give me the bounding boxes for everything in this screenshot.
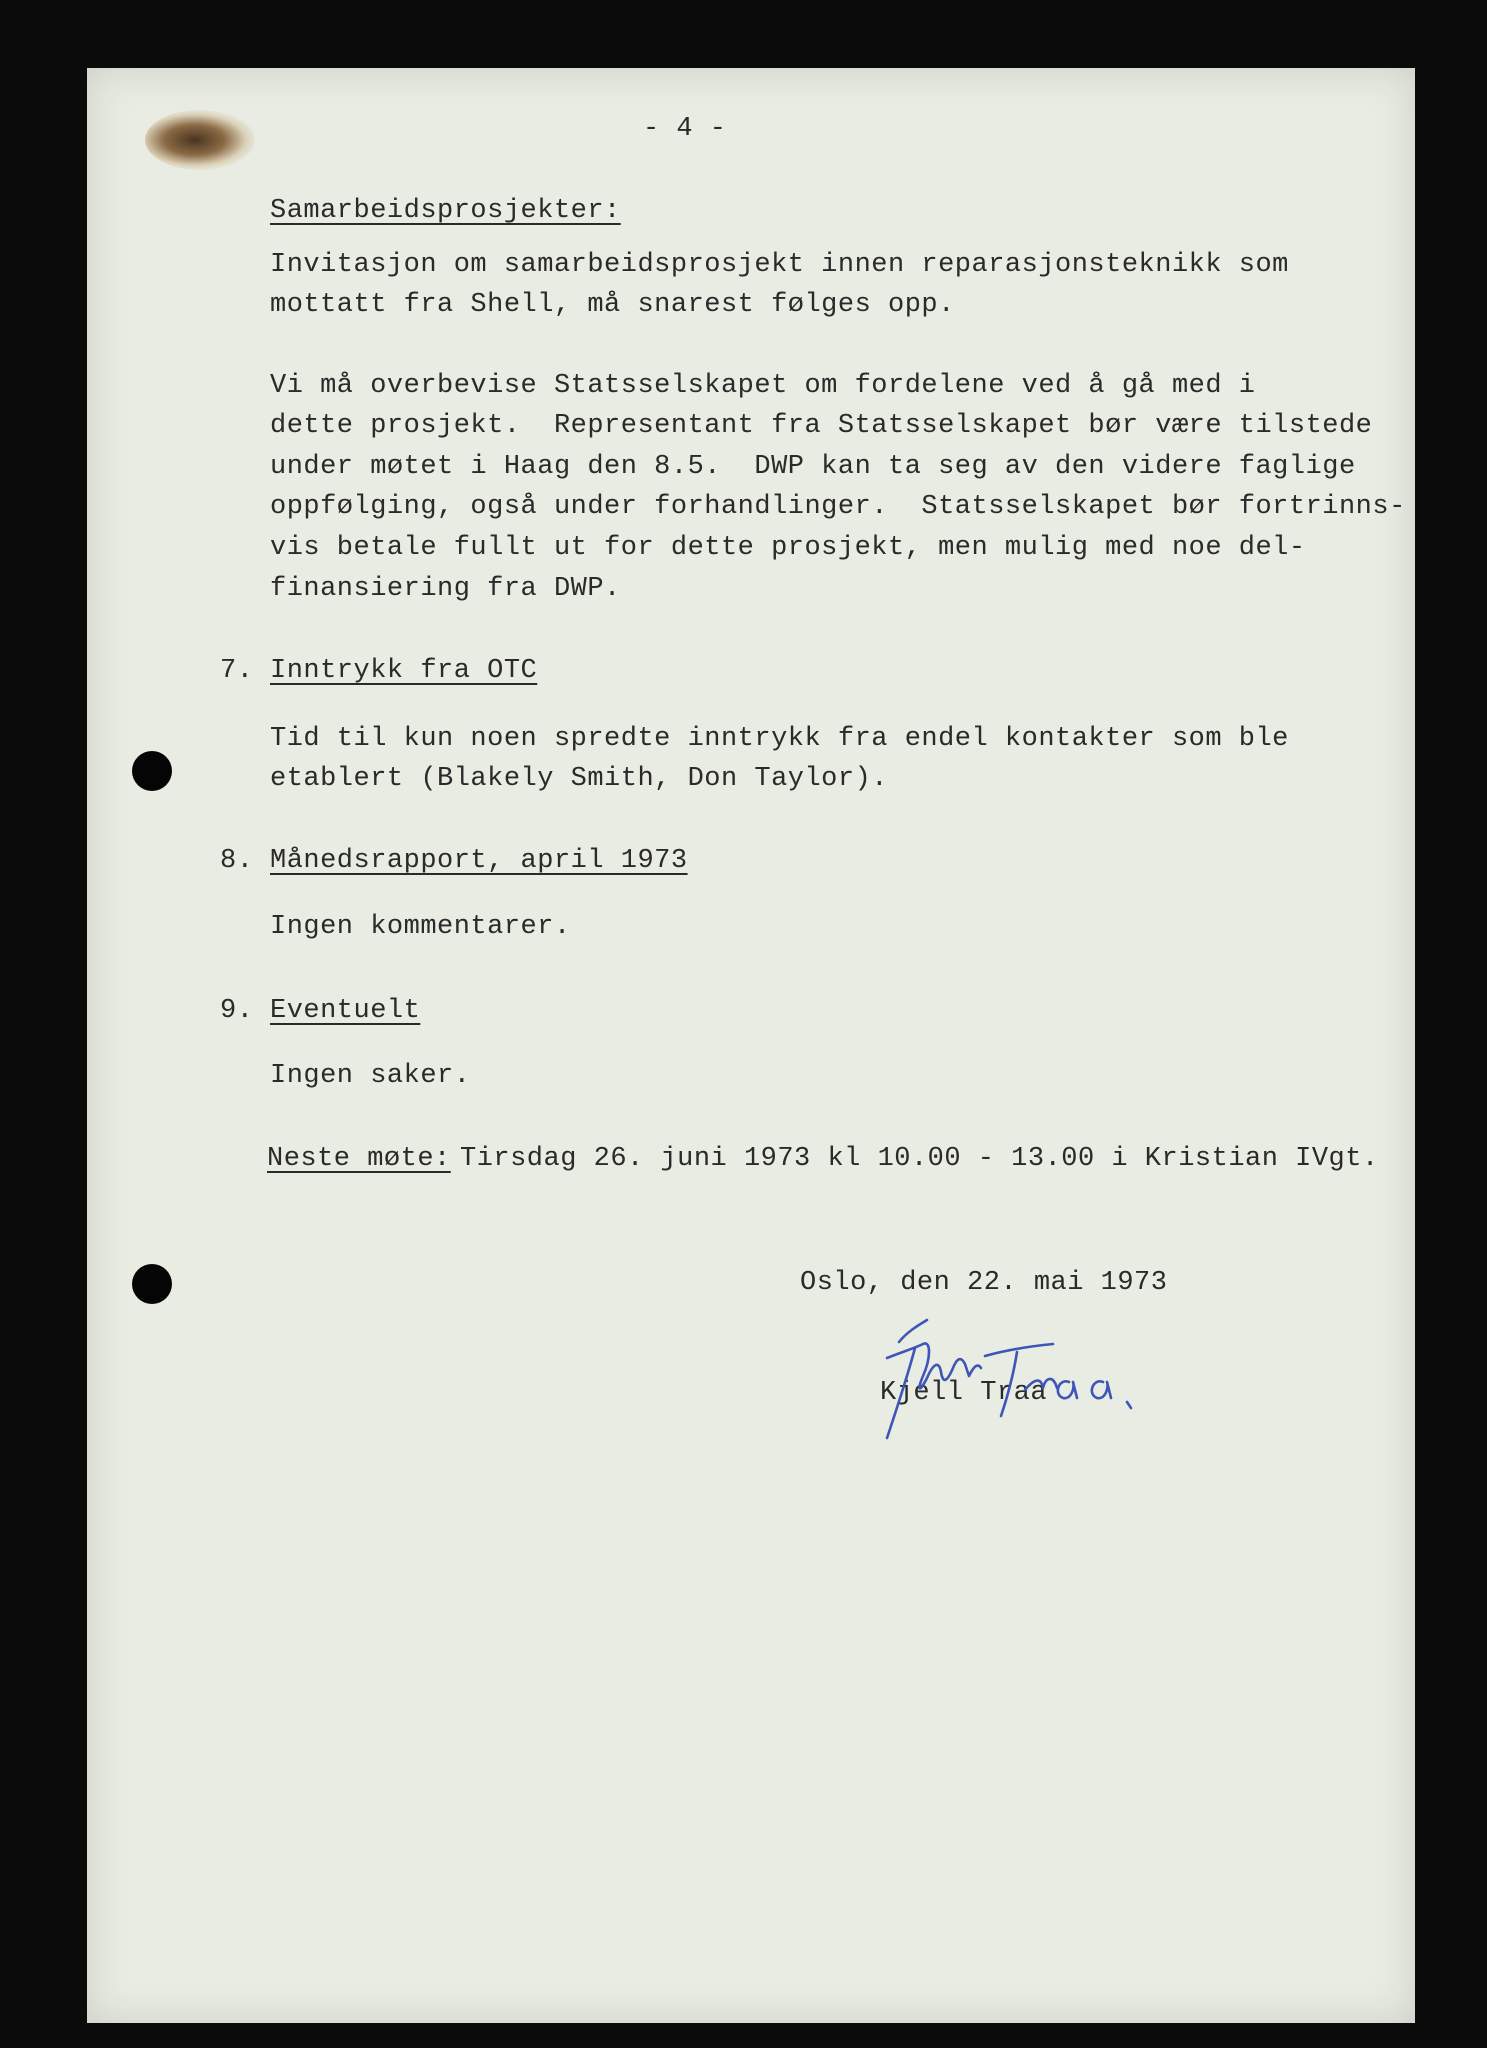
punch-hole-bottom <box>132 1264 172 1304</box>
document-page <box>87 68 1415 2023</box>
section-heading-inntrykk: Inntrykk fra OTC <box>270 656 538 686</box>
paragraph-line: finansiering fra DWP. <box>270 574 621 604</box>
paragraph-line: mottatt fra Shell, må snarest følges opp. <box>270 290 955 320</box>
next-meeting-text: Tirsdag 26. juni 1973 kl 10.00 - 13.00 i Kristian IVgt. <box>460 1144 1379 1174</box>
handwritten-signature <box>857 1298 1197 1448</box>
paragraph-line: dette prosjekt. Representant fra Statsselskapet bør være tilstede <box>270 411 1373 441</box>
punch-hole-top <box>132 751 172 791</box>
item-number: 9. <box>220 996 254 1026</box>
paragraph-line: Ingen saker. <box>270 1061 471 1091</box>
paragraph-line: Tid til kun noen spredte inntrykk fra endel kontakter som ble <box>270 724 1289 754</box>
section-heading-manedsrapport: Månedsrapport, april 1973 <box>270 846 688 876</box>
paragraph-line: Ingen kommentarer. <box>270 912 571 942</box>
paragraph-line: under møtet i Haag den 8.5. DWP kan ta seg av den videre faglige <box>270 452 1356 482</box>
paragraph-line: Vi må overbevise Statsselskapet om fordelene ved å gå med i <box>270 371 1256 401</box>
item-number: 8. <box>220 846 254 876</box>
section-heading-samarbeid: Samarbeidsprosjekter: <box>270 196 621 226</box>
page-number: - 4 - <box>643 114 727 144</box>
item-number: 7. <box>220 656 254 686</box>
paragraph-line: oppfølging, også under forhandlinger. Statsselskapet bør fortrinns- <box>270 492 1406 522</box>
paragraph-line: vis betale fullt ut for dette prosjekt, men mulig med noe del- <box>270 533 1306 563</box>
section-heading-eventuelt: Eventuelt <box>270 996 421 1026</box>
burn-mark <box>145 110 255 170</box>
paragraph-line: Invitasjon om samarbeidsprosjekt innen reparasjonsteknikk som <box>270 250 1289 280</box>
signatory-name: Kjell Traa <box>880 1378 1048 1408</box>
place-date: Oslo, den 22. mai 1973 <box>800 1268 1168 1298</box>
next-meeting-label: Neste møte: <box>267 1144 451 1174</box>
paragraph-line: etablert (Blakely Smith, Don Taylor). <box>270 764 888 794</box>
